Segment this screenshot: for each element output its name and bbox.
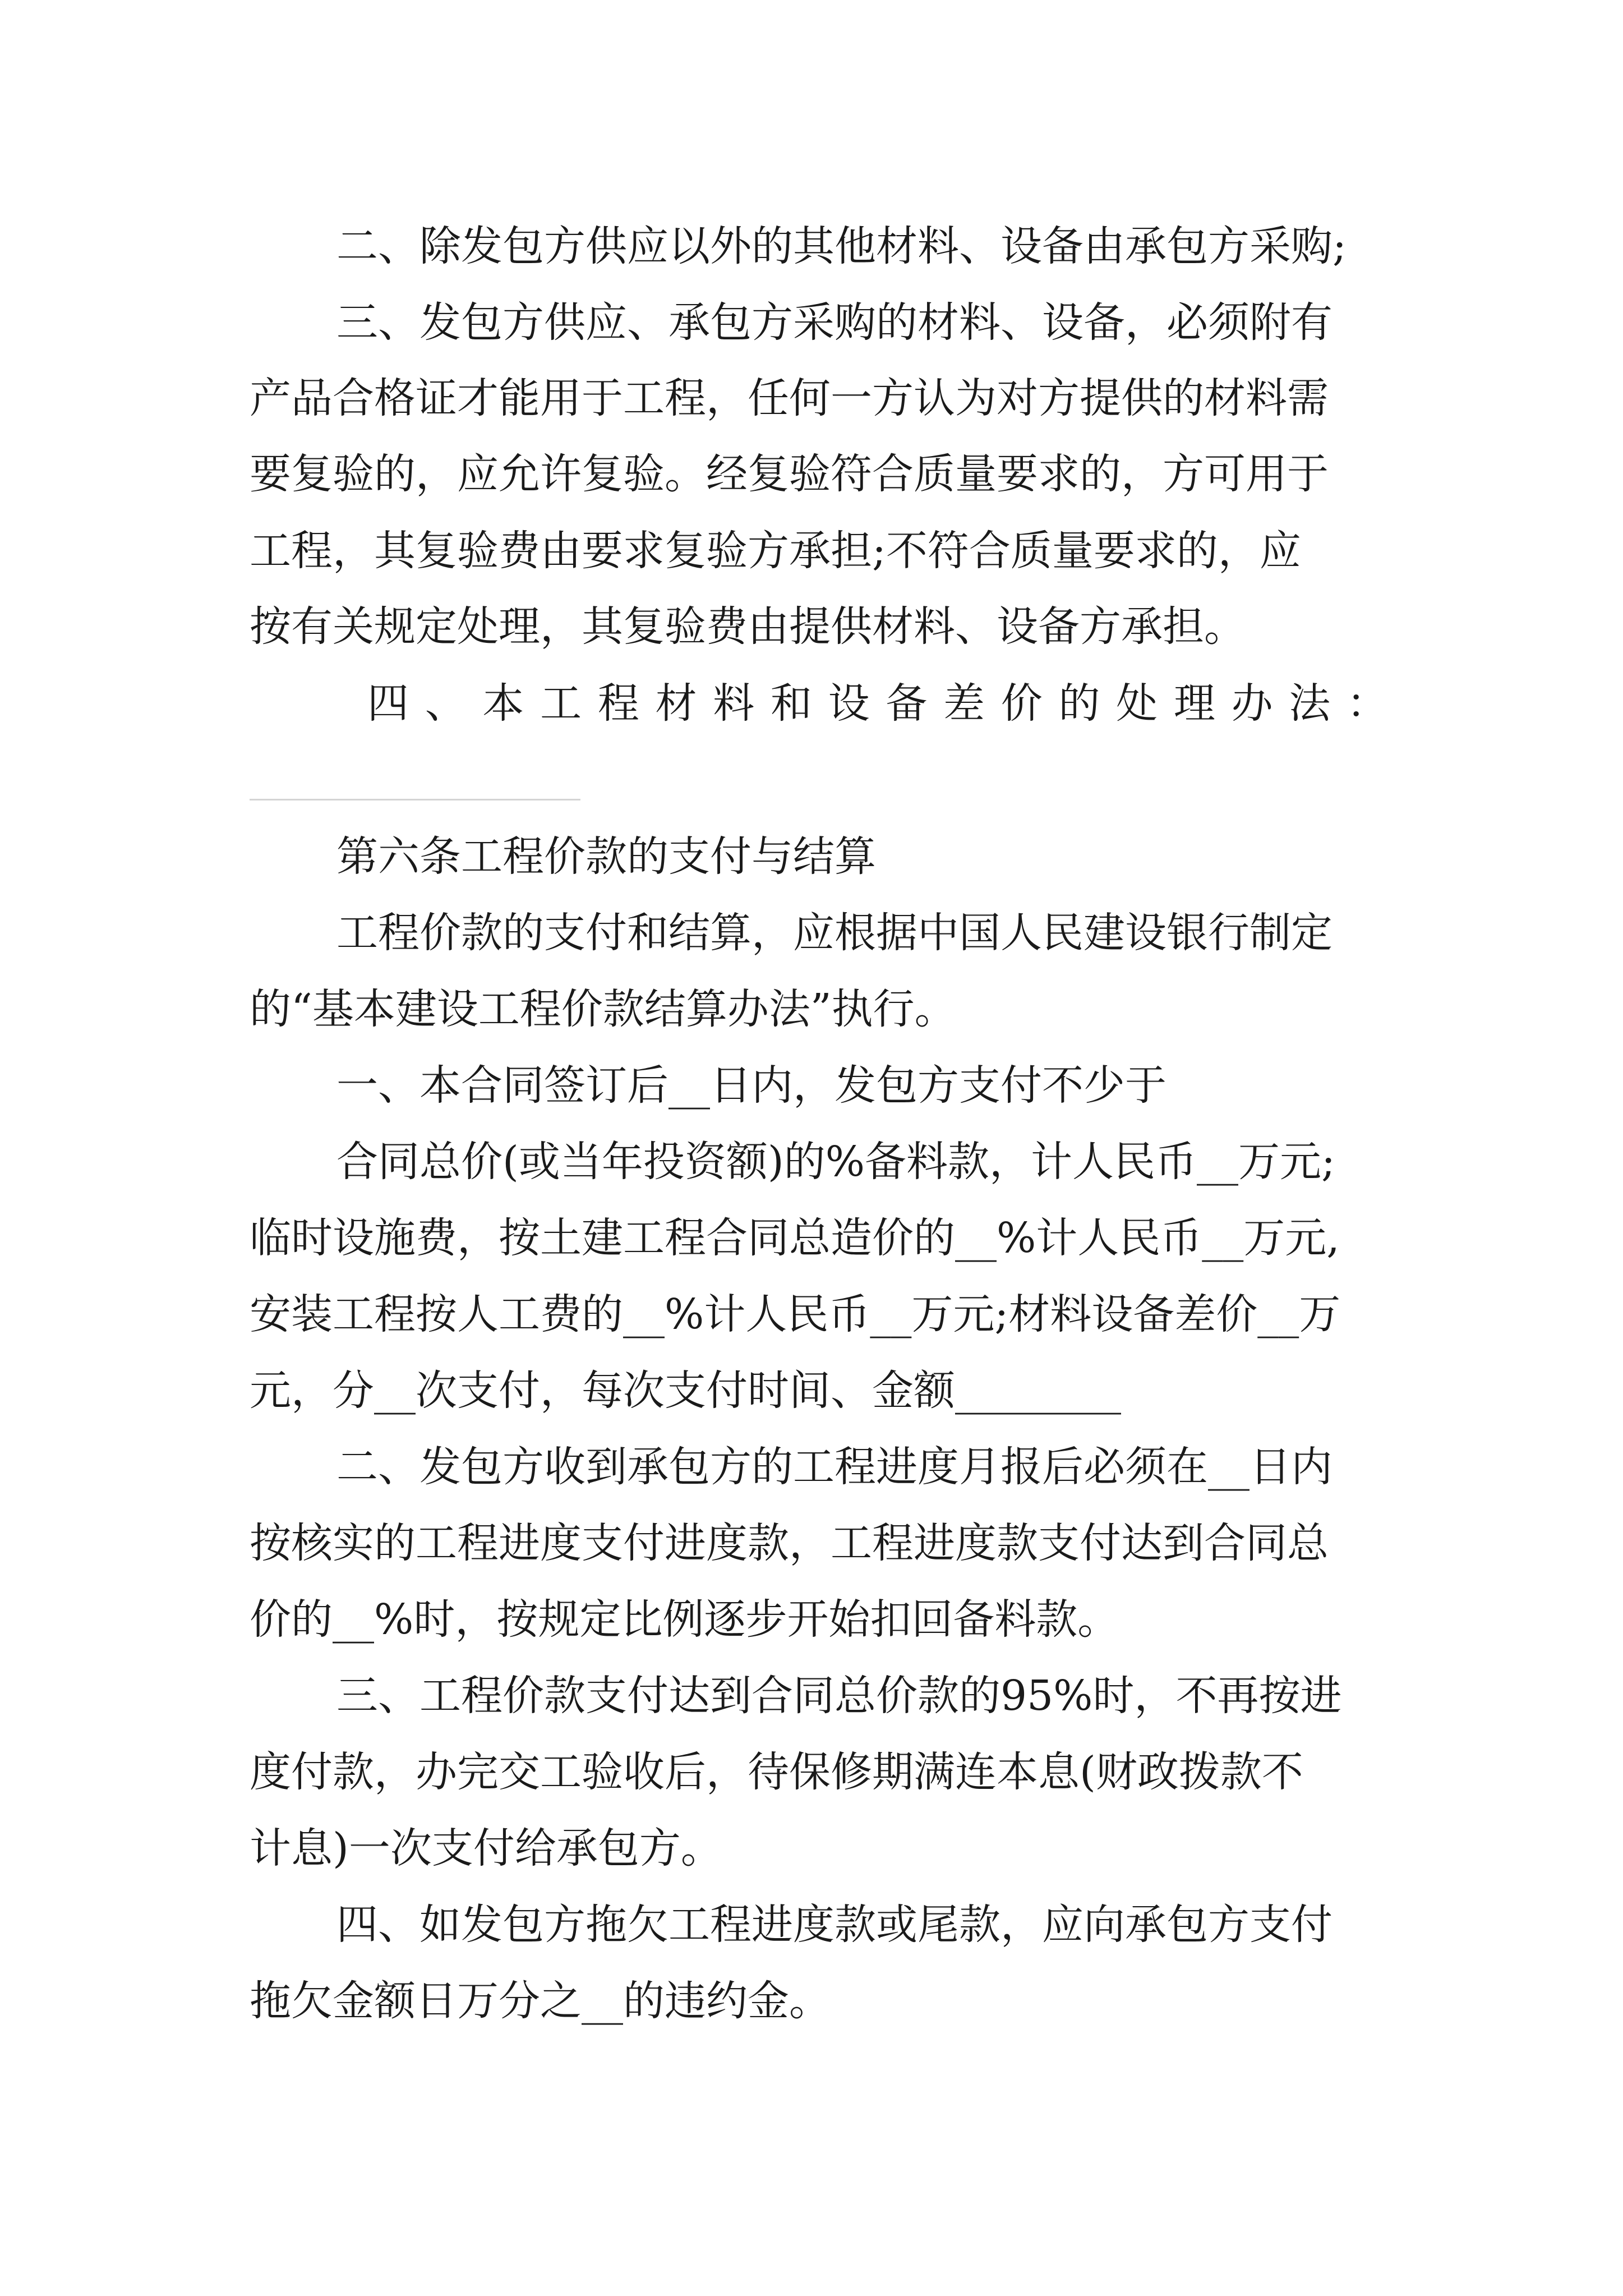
article-6-item-2-line-1: 二、发包方收到承包方的工程进度月报后必须在__日内 <box>336 1443 1332 1491</box>
article-6-item-3-line-1: 三、工程价款支付达到合同总价款的95%时，不再按进 <box>336 1672 1342 1720</box>
materials-item-4: 四、本工程材料和设备差价的处理办法： <box>367 679 1388 728</box>
materials-item-3-line-5: 按有关规定处理，其复验费由提供材料、设备方承担。 <box>250 602 1246 651</box>
article-6-title: 第六条工程价款的支付与结算 <box>336 832 876 881</box>
materials-item-3-line-4: 工程，其复验费由要求复验方承担;不符合质量要求的，应 <box>250 527 1301 575</box>
article-6-item-1-line-3: 临时设施费，按土建工程合同总造价的__%计人民币__万元, <box>250 1214 1340 1262</box>
materials-item-3-line-1: 三、发包方供应、承包方采购的材料、设备，必须附有 <box>336 298 1332 347</box>
article-6-item-4-line-2: 拖欠金额日万分之__的违约金。 <box>250 1977 831 2025</box>
article-6-item-4-line-1: 四、如发包方拖欠工程进度款或尾款，应向承包方支付 <box>336 1901 1332 1949</box>
article-6-item-1-line-4: 安装工程按人工费的__%计人民币__万元;材料设备差价__万 <box>250 1290 1341 1338</box>
article-6-item-2-line-3: 价的__%时，按规定比例逐步开始扣回备料款。 <box>250 1595 1119 1644</box>
article-6-item-3-line-3: 计息)一次支付给承包方。 <box>250 1824 722 1872</box>
materials-item-2: 二、除发包方供应以外的其他材料、设备由承包方采购; <box>336 222 1347 270</box>
article-6-item-3-line-2: 度付款，办完交工验收后，待保修期满连本息(财政拨款不 <box>250 1748 1303 1796</box>
article-6-intro-line-2: 的“基本建设工程价款结算办法”执行。 <box>250 985 956 1033</box>
article-6-item-2-line-2: 按核实的工程进度支付进度款，工程进度款支付达到合同总 <box>250 1519 1329 1567</box>
article-6-item-1-line-5: 元，分__次支付，每次支付时间、金额________ <box>250 1366 1121 1415</box>
article-6-item-1-line-2: 合同总价(或当年投资额)的%备料款，计人民币__万元; <box>336 1138 1335 1186</box>
materials-item-3-line-3: 要复验的，应允许复验。经复验符合质量要求的，方可用于 <box>250 450 1329 498</box>
materials-item-3-line-2: 产品合格证才能用于工程，任何一方认为对方提供的材料需 <box>250 374 1329 422</box>
article-6-item-1-line-1: 一、本合同签订后__日内，发包方支付不少于 <box>336 1061 1166 1110</box>
section-divider <box>250 799 580 800</box>
article-6-intro-line-1: 工程价款的支付和结算，应根据中国人民建设银行制定 <box>336 909 1332 957</box>
